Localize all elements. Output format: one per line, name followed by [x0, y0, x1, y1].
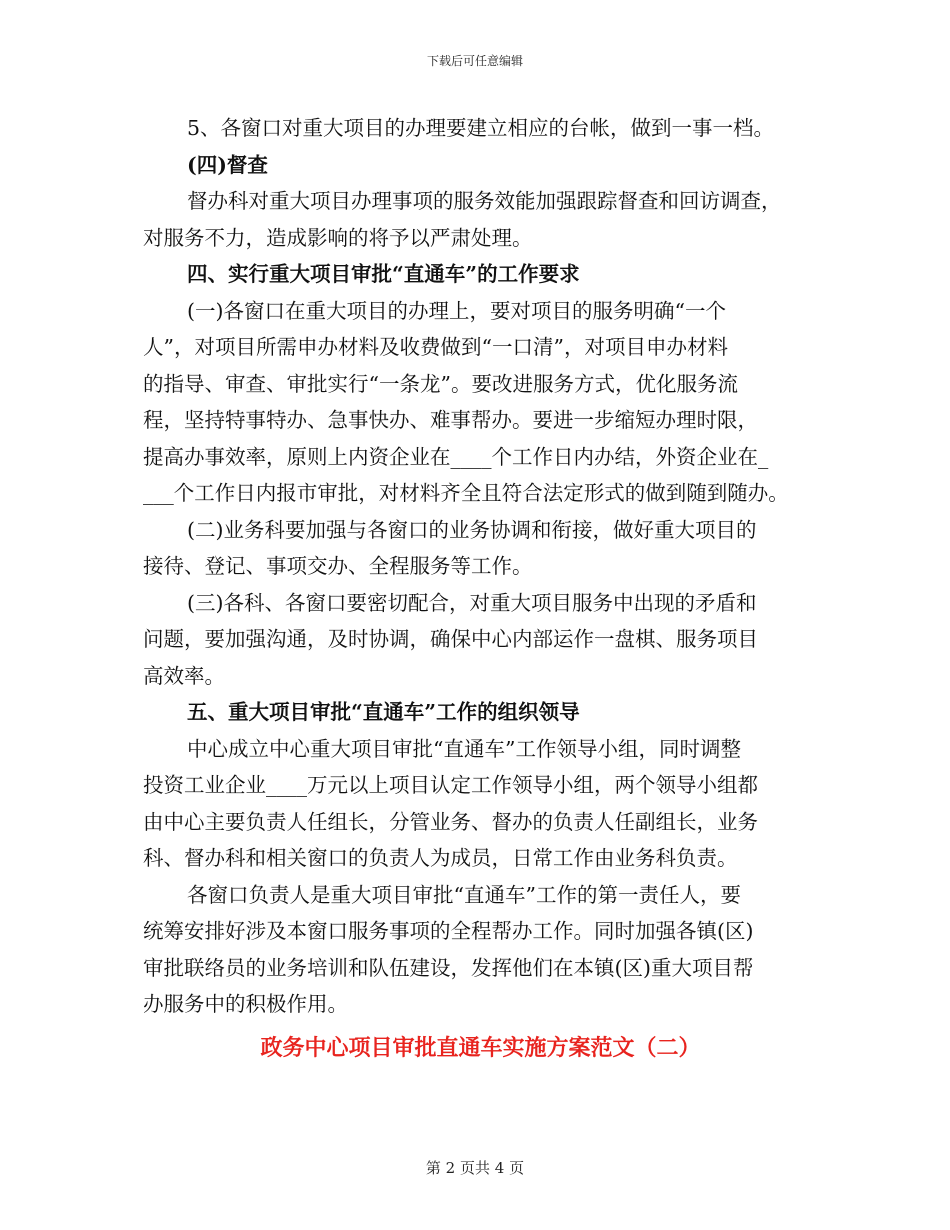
- section-heading: (四)督查: [187, 152, 268, 177]
- paragraph-line: 5、各窗口对重大项目的办理要建立相应的台帐，做到一事一档。: [187, 116, 775, 140]
- paragraph-line: 科、督办科和相关窗口的负责人为成员，日常工作由业务科负责。: [143, 846, 738, 870]
- paragraph-line: 问题，要加强沟通，及时协调，确保中心内部运作一盘棋、服务项目: [143, 627, 758, 651]
- paragraph-line: 提高办事效率，原则上内资企业在____个工作日内办结，外资企业在_: [143, 444, 769, 469]
- paragraph-line: ___个工作日内报市审批，对材料齐全且符合法定形式的做到随到随办。: [143, 481, 789, 505]
- paragraph-line: 接待、登记、事项交办、全程服务等工作。: [143, 554, 533, 578]
- section-heading: 五、重大项目审批“直通车”工作的组织领导: [187, 700, 580, 724]
- page-footer: 第 2 页共 4 页: [425, 1159, 525, 1177]
- page-header: 下载后可任意编辑: [426, 54, 523, 68]
- paragraph-line: 办服务中的积极作用。: [143, 992, 348, 1016]
- section-heading: 四、实行重大项目审批“直通车”的工作要求: [187, 262, 580, 286]
- paragraph-line: (二)业务科要加强与各窗口的业务协调和衔接，做好重大项目的: [187, 517, 757, 542]
- paragraph-line: (三)各科、各窗口要密切配合，对重大项目服务中出现的矛盾和: [187, 590, 757, 615]
- paragraph-line: 投资工业企业____万元以上项目认定工作领导小组，两个领导小组都: [143, 773, 758, 797]
- paragraph-line: 各窗口负责人是重大项目审批“直通车”工作的第一责任人，要: [187, 882, 741, 907]
- paragraph-line: 中心成立中心重大项目审批“直通车”工作领导小组，同时调整: [187, 736, 741, 761]
- paragraph-line: 统筹安排好涉及本窗口服务事项的全程帮办工作。同时加强各镇(区): [143, 919, 754, 943]
- paragraph-line: 人”，对项目所需申办材料及收费做到“一口清”，对项目申办材料: [143, 335, 728, 359]
- paragraph-line: 由中心主要负责人任组长，分管业务、督办的负责人任副组长，业务: [143, 809, 758, 834]
- paragraph-line: 对服务不力，造成影响的将予以严肃处理。: [143, 225, 533, 250]
- paragraph-line: 程，坚持特事特办、急事快办、难事帮办。要进一步缩短办理时限，: [143, 408, 758, 432]
- document-title: 政务中心项目审批直通车实施方案范文（二）: [260, 1034, 701, 1061]
- paragraph-line: 审批联络员的业务培训和队伍建设，发挥他们在本镇(区)重大项目帮: [143, 955, 754, 980]
- paragraph-line: (一)各窗口在重大项目的办理上，要对项目的服务明确“一个: [187, 298, 726, 323]
- document-body: [143, 110, 808, 1069]
- paragraph-line: 督办科对重大项目办理事项的服务效能加强跟踪督查和回访调查，: [187, 189, 782, 213]
- paragraph-line: 的指导、审查、审批实行“一条龙”。要改进服务方式，优化服务流: [143, 371, 738, 396]
- paragraph-line: 高效率。: [143, 663, 225, 688]
